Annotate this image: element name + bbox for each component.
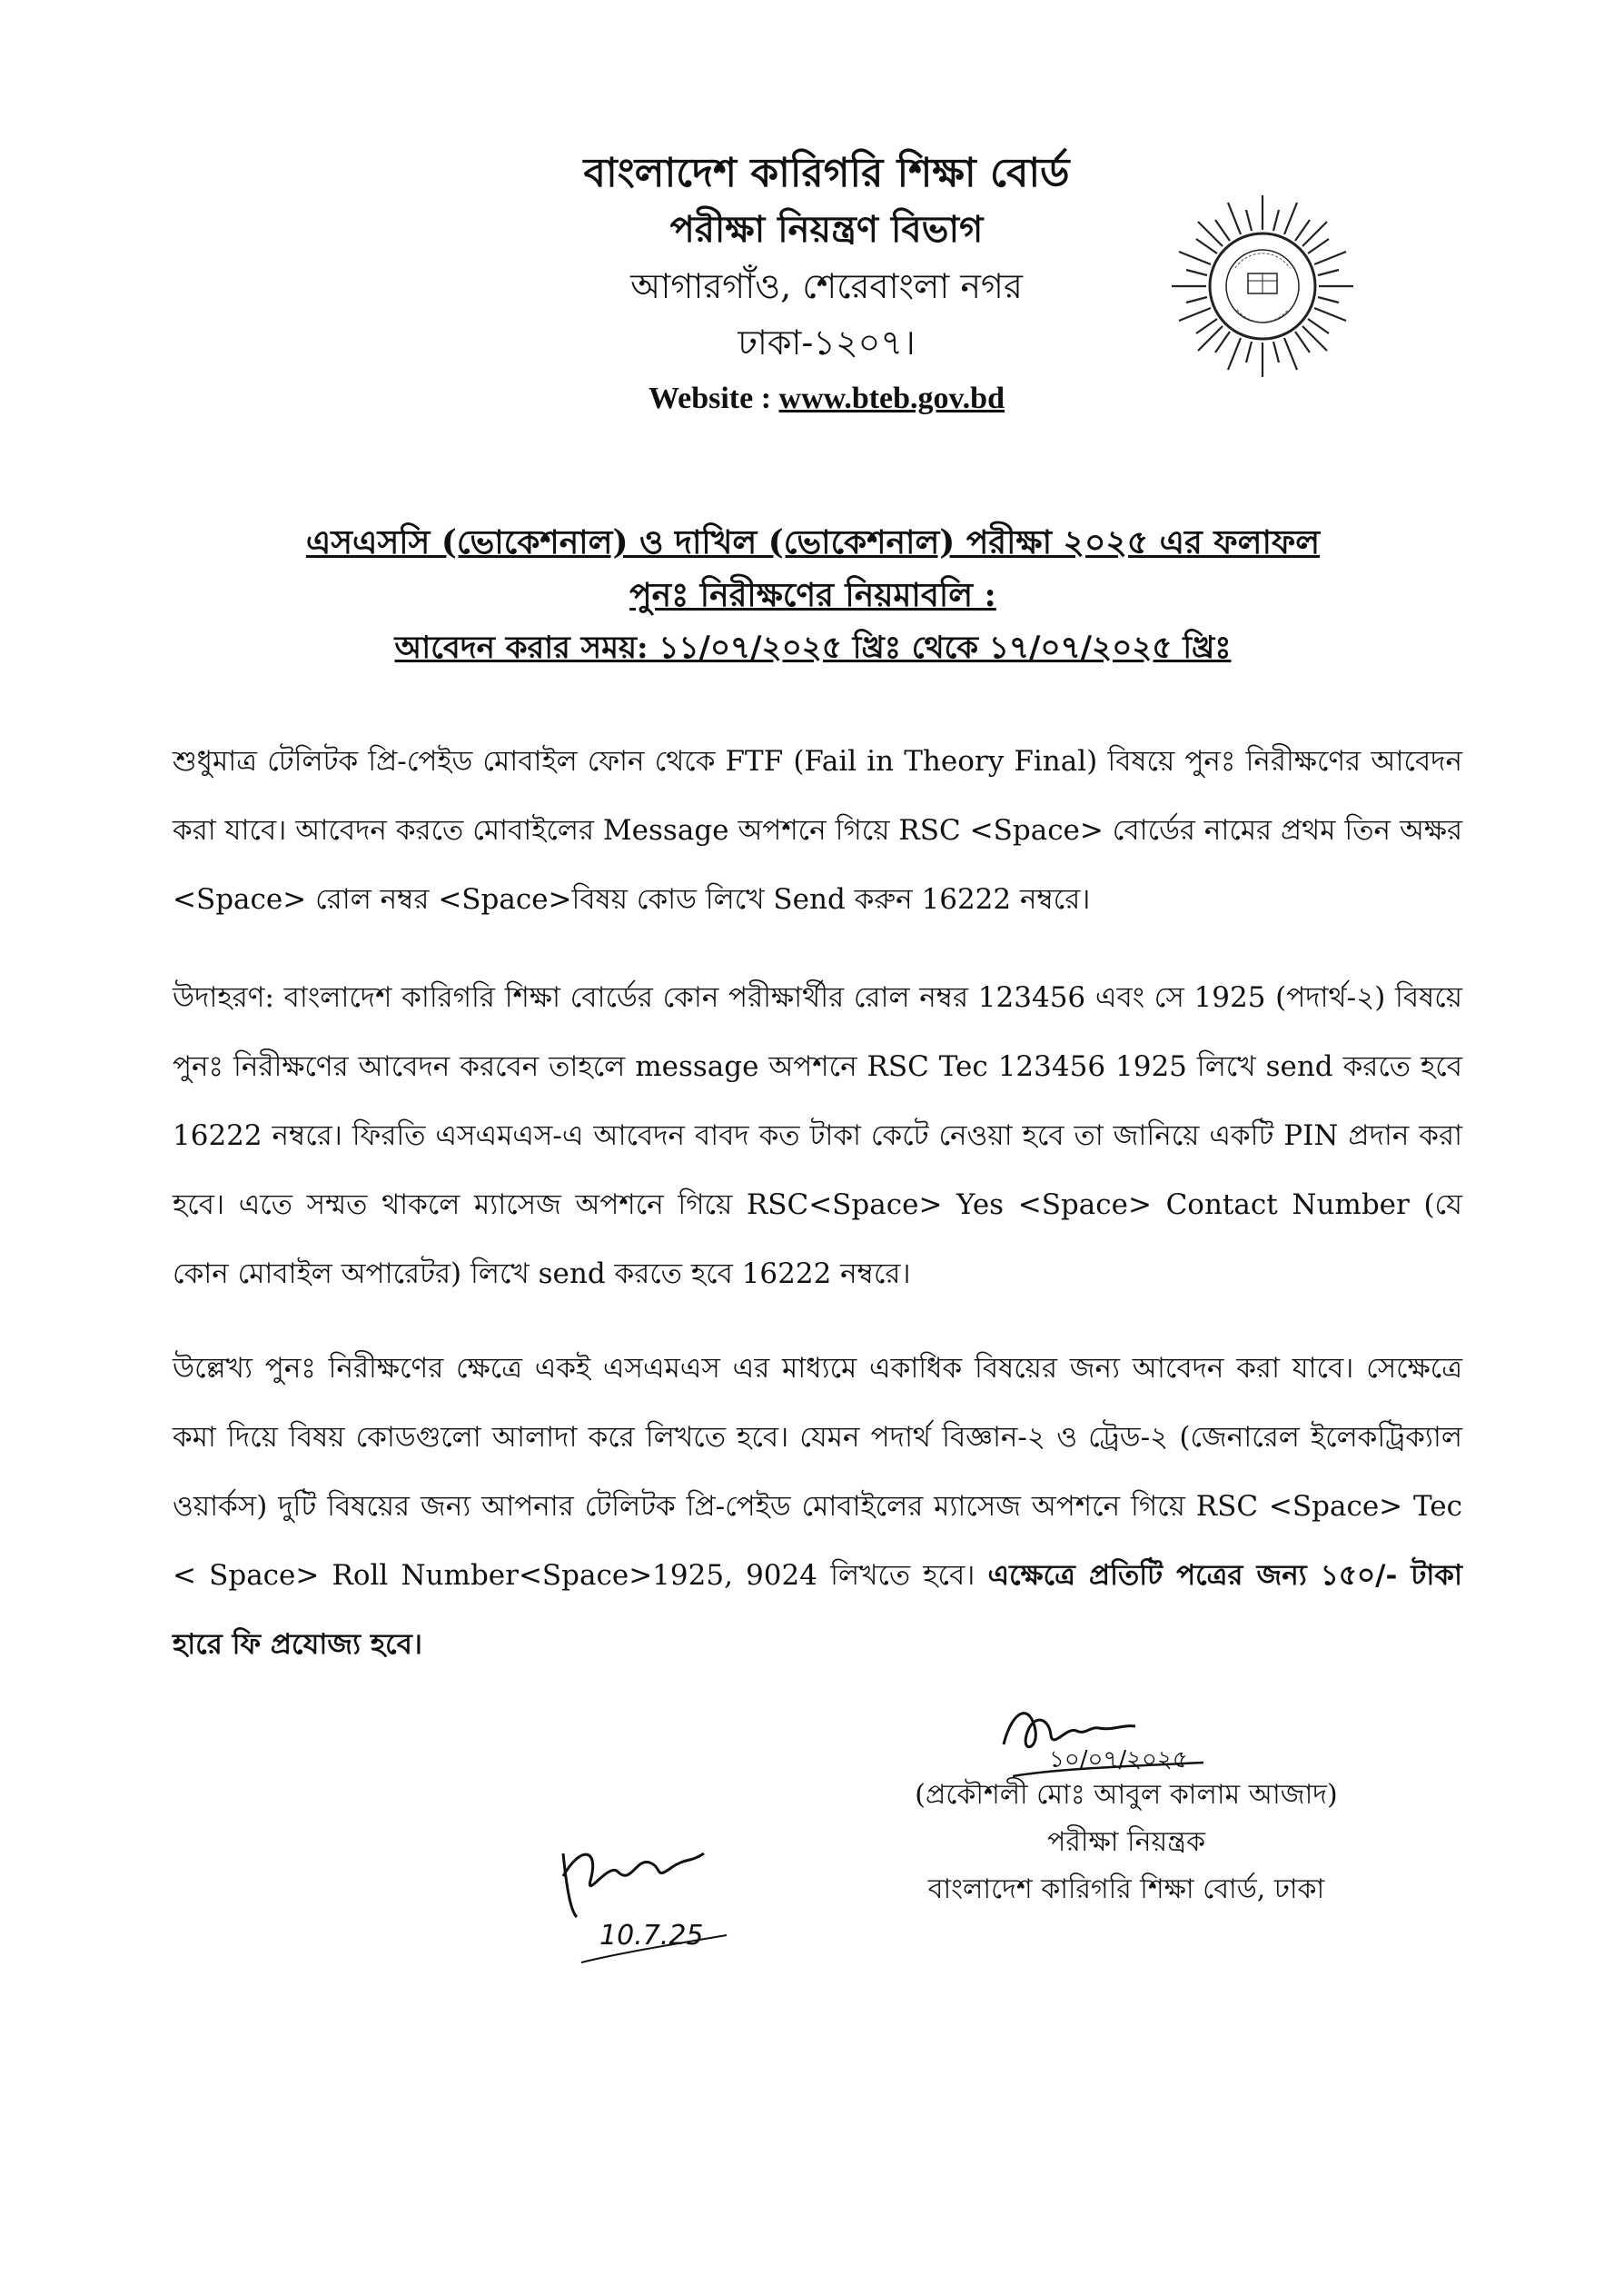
title-line-2: পুনঃ নিরীক্ষণের নিয়মাবলি :	[629, 576, 996, 614]
org-name: বাংলাদেশ কারিগরি শিক্ষা বোর্ড	[583, 150, 1070, 196]
website-line	[509, 371, 1144, 427]
department-name: পরীক্ষা নিয়ন্ত্রণ বিভাগ	[669, 208, 984, 251]
notice-title	[182, 516, 1444, 674]
paragraph-2: উদাহরণ: বাংলাদেশ কারিগরি শিক্ষা বোর্ডের কোন পরীক্ষার্থীর রোল নম্বর 123456 এবং সে 1925 (পদার্থ-২) বিষয়ে পুনঃ নিরীক্ষণের আবেদন করবেন তাহলে message অপশনে RSC Tec 123456 1925 লিখে send করতে হবে 16222 নম্বরে। ফিরতি এসএমএস-এ আবেদন বাবদ কত টাকা কেটে নেওয়া হবে তা জানিয়ে একটি PIN প্রদান করা হবে। এতে সম্মত থাকলে ম্যাসেজ অপশনে গিয়ে RSC<Space> Yes <Space> Contact Number (যে কোন মোবাইল অপারেটর) লিখে send করতে হবে 16222 নম্বরে।	[173, 981, 1462, 1290]
signatory-name: (প্রকৌশলী মোঃ আবুল কালাম আজাদ)	[915, 1779, 1338, 1811]
website-link[interactable]: www.bteb.gov.bd	[778, 382, 1005, 415]
city-line: ঢাকা-১২০৭।	[738, 323, 916, 363]
website-label: Website :	[648, 382, 772, 415]
paragraph-3	[173, 1334, 1462, 1679]
signatory-designation: পরীক্ষা নিয়ন্ত্রক	[1047, 1826, 1205, 1858]
paragraph-3-text: উল্লেখ্য পুনঃ নিরীক্ষণের ক্ষেত্রে একই এসএমএস এর মাধ্যমে একাধিক বিষয়ের জন্য আবেদন করা যাবে। সেক্ষেত্রে কমা দিয়ে বিষয় কোডগুলো আলাদা করে লিখতে হবে। যেমন পদার্থ বিজ্ঞান-২ ও ট্রেড-২ (জেনারেল ইলেকট্রিক্যাল ওয়ার্কস) দুটি বিষয়ের জন্য আপনার টেলিটক প্রি-পেইড মোবাইলের ম্যাসেজ অপশনে গিয়ে RSC <Space> Tec < Space> Roll Number<Space>1925, 9024 লিখতে হবে।	[173, 1352, 1462, 1592]
signatory-office: বাংলাদেশ কারিগরি শিক্ষা বোর্ড, ঢাকা	[927, 1873, 1325, 1905]
controller-signature-date: ১০/০৭/২০২৫	[1049, 1746, 1188, 1773]
paragraph-3-bold: এক্ষেত্রে প্রতিটি পত্রের জন্য ১৫০/- টাকা হারে ফি প্রযোজ্য হবে।	[173, 1559, 1462, 1661]
board-seal-icon	[1167, 191, 1358, 382]
second-signature-date: 10.7.25	[599, 1920, 704, 1952]
title-line-3: আবেদন করার সময়: ১১/০৭/২০২৫ খ্রিঃ থেকে ১৭/০৭/২০২৫ খ্রিঃ	[394, 630, 1232, 666]
second-signature-icon	[545, 1826, 781, 1972]
paragraph-1: শুধুমাত্র টেলিটক প্রি-পেইড মোবাইল ফোন থেকে FTF (Fail in Theory Final) বিষয়ে পুনঃ নিরীক্ষণের আবেদন করা যাবে। আবেদন করতে মোবাইলের Message অপশনে গিয়ে RSC <Space> বোর্ডের নামের প্রথম তিন অক্ষর <Space> রোল নম্বর <Space>বিষয় কোড লিখে Send করুন 16222 নম্বরে।	[173, 745, 1462, 916]
signatory-block	[872, 1772, 1381, 1913]
address-line: আগারগাঁও, শেরেবাংলা নগর	[630, 266, 1023, 306]
title-line-1: এসএসসি (ভোকেশনাল) ও দাখিল (ভোকেশনাল) পরীক্ষা ২০২৫ এর ফলাফল	[305, 523, 1321, 561]
letterhead	[509, 145, 1144, 427]
